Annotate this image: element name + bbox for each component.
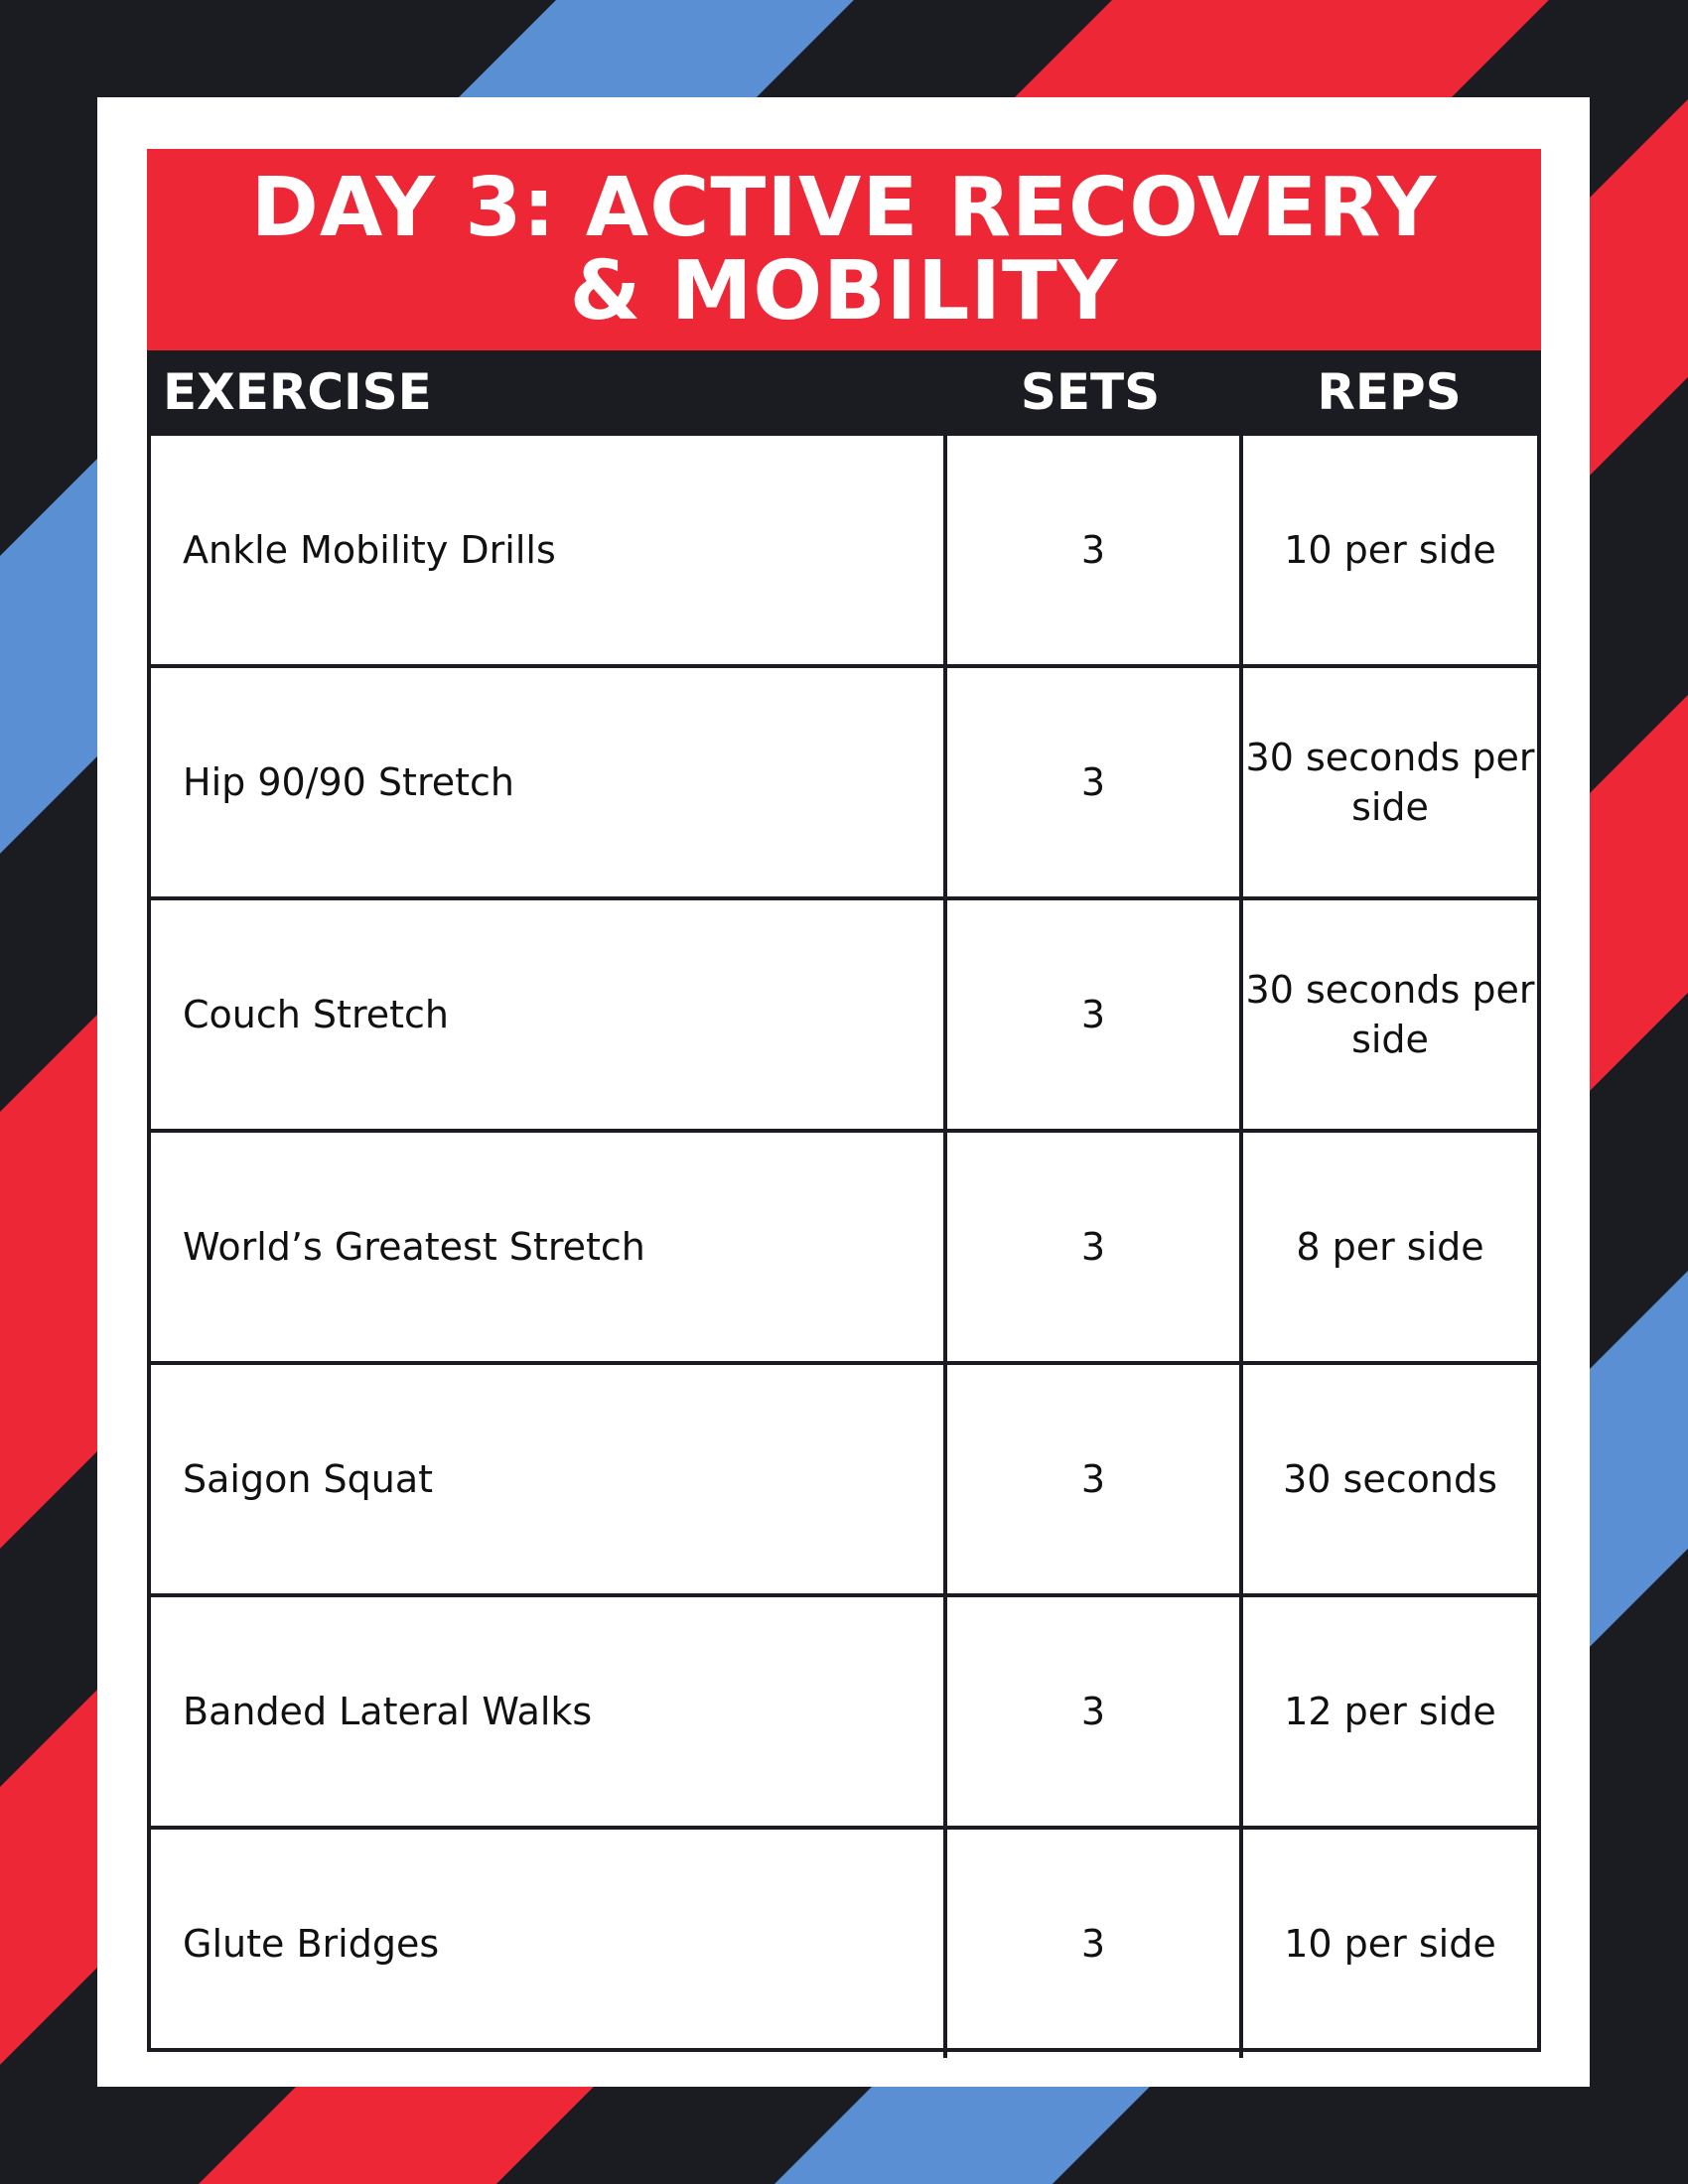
reps-cell: 30 seconds per side [1245, 736, 1535, 829]
table-row [151, 900, 1537, 1133]
table-header-row [147, 350, 1541, 434]
sets-cell: 3 [947, 1830, 1243, 2058]
table-row [151, 668, 1537, 900]
table-row [151, 436, 1537, 668]
exercise-cell: Couch Stretch [151, 900, 947, 1129]
reps-cell: 12 per side [1284, 1690, 1496, 1733]
header-reps: REPS [1317, 363, 1462, 421]
table-row [151, 1365, 1537, 1597]
exercise-cell: Ankle Mobility Drills [151, 436, 947, 664]
reps-cell: 30 seconds per side [1245, 968, 1535, 1061]
exercise-cell: Hip 90/90 Stretch [151, 668, 947, 896]
exercise-cell: Banded Lateral Walks [151, 1597, 947, 1826]
exercise-cell: World’s Greatest Stretch [151, 1133, 947, 1361]
header-sets: SETS [1020, 363, 1161, 421]
reps-cell: 10 per side [1284, 1922, 1496, 1966]
exercise-cell: Glute Bridges [151, 1830, 947, 2058]
sets-cell: 3 [947, 436, 1243, 664]
table-row [151, 1133, 1537, 1365]
exercise-cell: Saigon Squat [151, 1365, 947, 1593]
page-title-line-1: DAY 3: ACTIVE RECOVERY [250, 161, 1438, 255]
table-row [151, 1830, 1537, 2062]
page-title-line-2: & MOBILITY [569, 244, 1119, 339]
title-banner [147, 149, 1541, 350]
exercise-table [147, 432, 1541, 2052]
reps-cell: 10 per side [1284, 528, 1496, 572]
sets-cell: 3 [947, 668, 1243, 896]
table-row [151, 1597, 1537, 1830]
sets-cell: 3 [947, 900, 1243, 1129]
sets-cell: 3 [947, 1133, 1243, 1361]
sets-cell: 3 [947, 1365, 1243, 1593]
reps-cell: 30 seconds [1283, 1457, 1497, 1501]
sets-cell: 3 [947, 1597, 1243, 1826]
reps-cell: 8 per side [1296, 1225, 1484, 1269]
header-exercise: EXERCISE [163, 363, 432, 421]
